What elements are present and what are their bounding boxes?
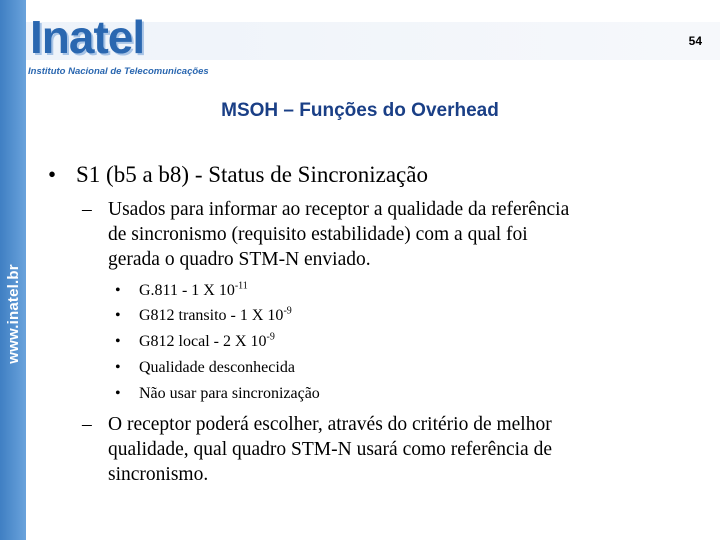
sub-bullet-usage-line: gerada o quadro STM-N enviado. <box>108 249 371 270</box>
bullet-marker: • <box>115 385 121 402</box>
bullet-marker: • <box>115 333 121 350</box>
bullet-marker: • <box>48 162 57 187</box>
bullet-s1-text: S1 (b5 a b8) - Status de Sincronização <box>76 162 428 187</box>
page-number: 54 <box>688 34 702 48</box>
website-url: www.inatel.br <box>5 264 22 364</box>
list-item-text: G812 local - 2 X 10 <box>139 333 267 350</box>
exponent: -9 <box>266 331 275 343</box>
left-sidebar-bar <box>0 0 26 540</box>
sub-bullet-receptor-line: qualidade, qual quadro STM-N usará como referência de <box>108 439 552 460</box>
dash-marker: – <box>82 414 92 435</box>
dash-marker: – <box>82 199 92 220</box>
list-item-text: G812 transito - 1 X 10 <box>139 307 284 324</box>
sub-bullet-usage-line: Usados para informar ao receptor a qualidade da referência <box>108 199 570 220</box>
list-item-text: Não usar para sincronização <box>139 385 320 402</box>
list-item-text: G.811 - 1 X 10 <box>139 282 235 299</box>
sub-bullet-receptor-line: O receptor poderá escolher, através do critério de melhor <box>108 414 552 435</box>
exponent: -11 <box>234 280 248 292</box>
bullet-marker: • <box>115 282 121 299</box>
sub-bullet-receptor-line: sincronismo. <box>108 464 209 485</box>
inatel-logo: Inatel <box>30 11 145 63</box>
slide-title: MSOH – Funções do Overhead <box>221 100 499 121</box>
sub-bullet-usage-line: de sincronismo (requisito estabilidade) com a qual foi <box>108 224 528 245</box>
logo-subtitle: Instituto Nacional de Telecomunicações <box>28 66 209 77</box>
bullet-marker: • <box>115 359 121 376</box>
list-item-text: Qualidade desconhecida <box>139 359 295 376</box>
exponent: -9 <box>283 305 292 317</box>
bullet-marker: • <box>115 307 121 324</box>
